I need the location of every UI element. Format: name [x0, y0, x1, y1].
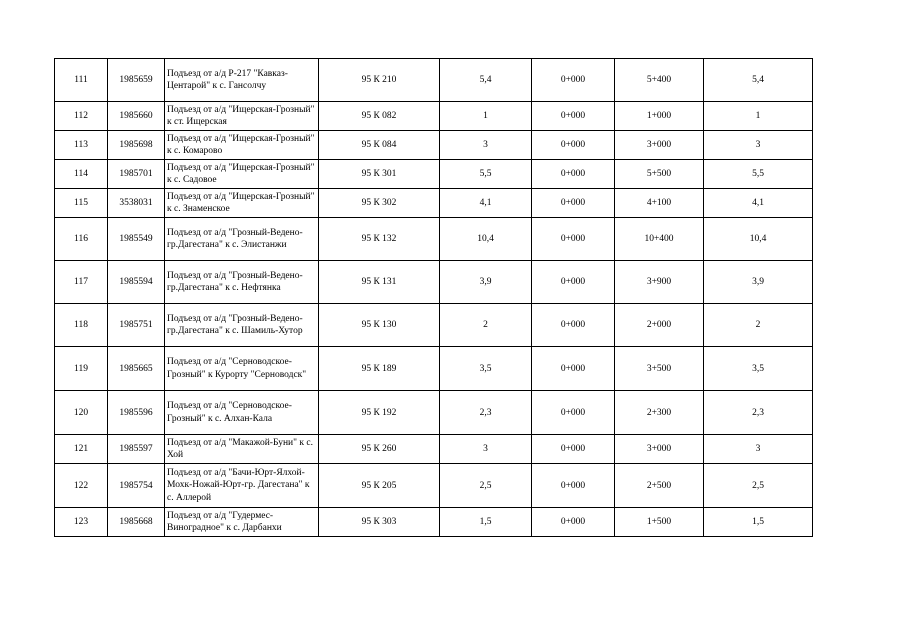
- road-code-cell: 95 К 301: [319, 160, 440, 189]
- table-row: [55, 304, 813, 347]
- road-name-cell: Подъезд от а/д "Ищерская-Грозный" к ст. Ищерская: [165, 102, 319, 131]
- length-cell: 10,4: [440, 218, 532, 261]
- end-km-cell: 2+300: [615, 391, 704, 435]
- road-code-cell: 95 К 084: [319, 131, 440, 160]
- road-id-cell: 1985596: [108, 391, 165, 435]
- road-code-cell: 95 К 189: [319, 347, 440, 391]
- start-km-cell: 0+000: [532, 102, 615, 131]
- end-km-cell: 5+400: [615, 59, 704, 102]
- road-code-cell: 95 К 132: [319, 218, 440, 261]
- roads-table: [54, 58, 813, 537]
- length-cell: 2,5: [440, 464, 532, 508]
- length-cell: 5,4: [440, 59, 532, 102]
- length-cell: 3: [440, 131, 532, 160]
- table-row: [55, 131, 813, 160]
- row-number-cell: 114: [55, 160, 108, 189]
- road-name-cell: Подъезд от а/д "Ищерская-Грозный" к с. Садовое: [165, 160, 319, 189]
- length-cell: 1,5: [440, 508, 532, 537]
- row-number-cell: 123: [55, 508, 108, 537]
- total-length-cell: 3: [704, 131, 813, 160]
- table-row: [55, 508, 813, 537]
- table-body: [55, 59, 813, 537]
- start-km-cell: 0+000: [532, 59, 615, 102]
- end-km-cell: 5+500: [615, 160, 704, 189]
- start-km-cell: 0+000: [532, 131, 615, 160]
- total-length-cell: 3,9: [704, 261, 813, 304]
- start-km-cell: 0+000: [532, 435, 615, 464]
- length-cell: 2: [440, 304, 532, 347]
- start-km-cell: 0+000: [532, 508, 615, 537]
- road-code-cell: 95 К 131: [319, 261, 440, 304]
- end-km-cell: 2+000: [615, 304, 704, 347]
- total-length-cell: 4,1: [704, 189, 813, 218]
- road-name-cell: Подъезд от а/д "Грозный-Ведено-гр.Дагестана" к с. Элистанжи: [165, 218, 319, 261]
- road-code-cell: 95 К 130: [319, 304, 440, 347]
- start-km-cell: 0+000: [532, 304, 615, 347]
- road-code-cell: 95 К 205: [319, 464, 440, 508]
- road-id-cell: 1985665: [108, 347, 165, 391]
- end-km-cell: 4+100: [615, 189, 704, 218]
- row-number-cell: 113: [55, 131, 108, 160]
- row-number-cell: 116: [55, 218, 108, 261]
- road-id-cell: 1985698: [108, 131, 165, 160]
- start-km-cell: 0+000: [532, 218, 615, 261]
- length-cell: 5,5: [440, 160, 532, 189]
- table-row: [55, 391, 813, 435]
- total-length-cell: 3: [704, 435, 813, 464]
- road-code-cell: 95 К 260: [319, 435, 440, 464]
- road-code-cell: 95 К 302: [319, 189, 440, 218]
- end-km-cell: 3+000: [615, 131, 704, 160]
- total-length-cell: 3,5: [704, 347, 813, 391]
- road-code-cell: 95 К 192: [319, 391, 440, 435]
- end-km-cell: 3+000: [615, 435, 704, 464]
- road-name-cell: Подъезд от а/д "Бачи-Юрт-Ялхой-Мохк-Ножай-Юрт-гр. Дагестана" к с. Аллерой: [165, 464, 319, 508]
- road-code-cell: 95 К 210: [319, 59, 440, 102]
- end-km-cell: 3+900: [615, 261, 704, 304]
- total-length-cell: 2: [704, 304, 813, 347]
- row-number-cell: 122: [55, 464, 108, 508]
- table-row: [55, 160, 813, 189]
- table-row: [55, 435, 813, 464]
- table-row: [55, 261, 813, 304]
- end-km-cell: 3+500: [615, 347, 704, 391]
- road-id-cell: 1985597: [108, 435, 165, 464]
- total-length-cell: 2,5: [704, 464, 813, 508]
- road-id-cell: 1985751: [108, 304, 165, 347]
- road-name-cell: Подъезд от а/д "Макажой-Буни" к с. Хой: [165, 435, 319, 464]
- total-length-cell: 5,5: [704, 160, 813, 189]
- road-name-cell: Подъезд от а/д "Ищерская-Грозный" к с. Комарово: [165, 131, 319, 160]
- road-id-cell: 1985668: [108, 508, 165, 537]
- total-length-cell: 1,5: [704, 508, 813, 537]
- end-km-cell: 10+400: [615, 218, 704, 261]
- row-number-cell: 115: [55, 189, 108, 218]
- length-cell: 2,3: [440, 391, 532, 435]
- row-number-cell: 120: [55, 391, 108, 435]
- road-id-cell: 1985594: [108, 261, 165, 304]
- row-number-cell: 117: [55, 261, 108, 304]
- road-code-cell: 95 К 082: [319, 102, 440, 131]
- start-km-cell: 0+000: [532, 464, 615, 508]
- road-id-cell: 1985549: [108, 218, 165, 261]
- road-name-cell: Подъезд от а/д "Грозный-Ведено-гр.Дагестана" к с. Нефтянка: [165, 261, 319, 304]
- row-number-cell: 119: [55, 347, 108, 391]
- road-name-cell: Подъезд от а/д "Ищерская-Грозный" к с. Знаменское: [165, 189, 319, 218]
- row-number-cell: 118: [55, 304, 108, 347]
- length-cell: 4,1: [440, 189, 532, 218]
- start-km-cell: 0+000: [532, 391, 615, 435]
- road-name-cell: Подъезд от а/д "Гудермес-Виноградное" к с. Дарбанхи: [165, 508, 319, 537]
- start-km-cell: 0+000: [532, 261, 615, 304]
- end-km-cell: 1+000: [615, 102, 704, 131]
- table-row: [55, 102, 813, 131]
- road-code-cell: 95 К 303: [319, 508, 440, 537]
- start-km-cell: 0+000: [532, 189, 615, 218]
- road-name-cell: Подъезд от а/д "Серноводское-Грозный" к Курорту "Серноводск": [165, 347, 319, 391]
- table-row: [55, 189, 813, 218]
- road-name-cell: Подъезд от а/д Р-217 "Кавказ-Центарой" к с. Гансолчу: [165, 59, 319, 102]
- row-number-cell: 111: [55, 59, 108, 102]
- road-id-cell: 1985701: [108, 160, 165, 189]
- road-id-cell: 1985660: [108, 102, 165, 131]
- start-km-cell: 0+000: [532, 160, 615, 189]
- total-length-cell: 5,4: [704, 59, 813, 102]
- table-row: [55, 218, 813, 261]
- row-number-cell: 121: [55, 435, 108, 464]
- row-number-cell: 112: [55, 102, 108, 131]
- table-row: [55, 464, 813, 508]
- road-id-cell: 3538031: [108, 189, 165, 218]
- table-row: [55, 347, 813, 391]
- length-cell: 3,5: [440, 347, 532, 391]
- length-cell: 1: [440, 102, 532, 131]
- road-id-cell: 1985659: [108, 59, 165, 102]
- end-km-cell: 1+500: [615, 508, 704, 537]
- total-length-cell: 10,4: [704, 218, 813, 261]
- length-cell: 3: [440, 435, 532, 464]
- road-id-cell: 1985754: [108, 464, 165, 508]
- total-length-cell: 1: [704, 102, 813, 131]
- end-km-cell: 2+500: [615, 464, 704, 508]
- road-name-cell: Подъезд от а/д "Грозный-Ведено-гр.Дагестана" к с. Шамиль-Хутор: [165, 304, 319, 347]
- table-row: [55, 59, 813, 102]
- start-km-cell: 0+000: [532, 347, 615, 391]
- total-length-cell: 2,3: [704, 391, 813, 435]
- road-name-cell: Подъезд от а/д "Серноводское-Грозный" к с. Алхан-Кала: [165, 391, 319, 435]
- length-cell: 3,9: [440, 261, 532, 304]
